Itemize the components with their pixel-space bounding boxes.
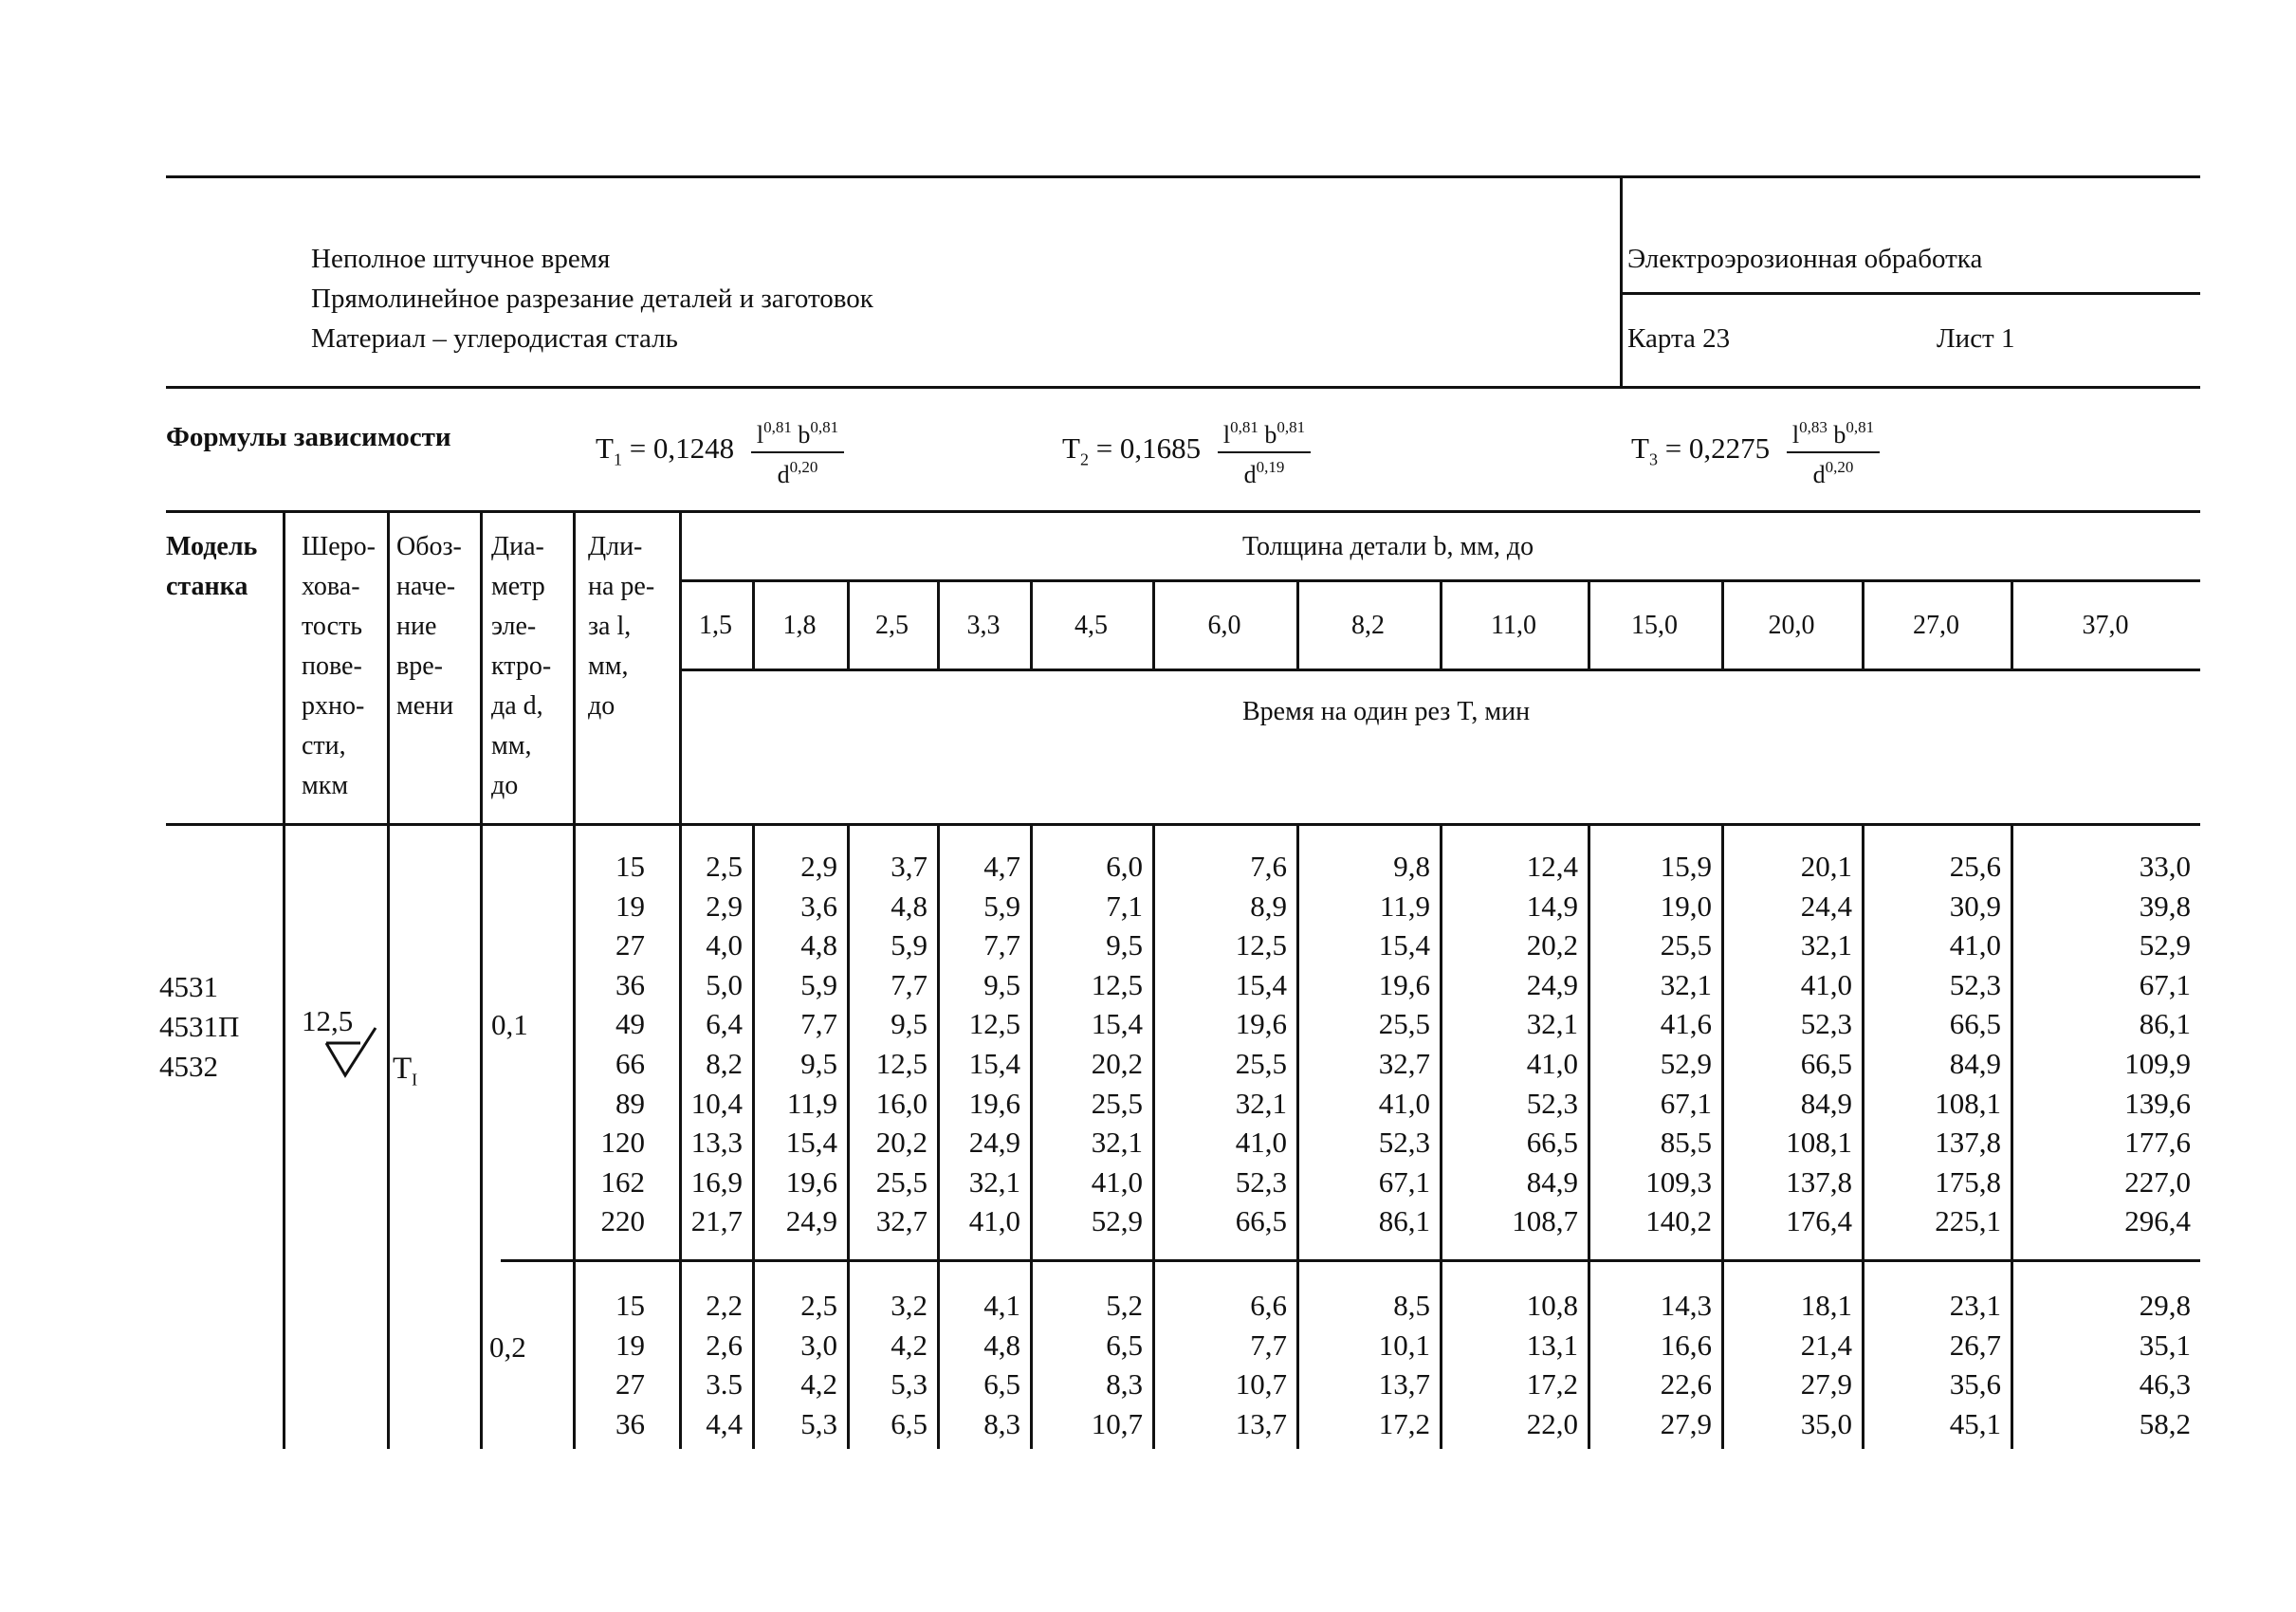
time-value: 3,6 [800, 888, 837, 923]
time-value: 46,3 [2139, 1367, 2191, 1401]
time-value: 52,3 [1378, 1126, 1430, 1160]
time-value: 108,1 [1786, 1126, 1852, 1160]
machine-models: 4531 4531П 4532 [159, 970, 240, 1083]
process-rule [1620, 292, 2200, 295]
formula-t3-l-exp: 0,83 [1799, 418, 1828, 436]
thickness-value: 1,5 [699, 611, 732, 640]
time-value: 10,7 [1091, 1406, 1143, 1440]
time-value: 8,3 [983, 1406, 1020, 1440]
formula-t1-b: b [798, 421, 811, 449]
formula-t3-d-exp: 0,20 [1825, 458, 1854, 476]
cut-length: 19 [615, 1328, 645, 1362]
formula-t2-b-exp: 0,81 [1277, 418, 1306, 436]
time-value: 137,8 [1786, 1164, 1852, 1199]
time-value: 52,3 [1949, 967, 2001, 1001]
formula-t1 [596, 413, 844, 489]
time-value: 12,5 [1091, 967, 1143, 1001]
formula-t1-coef: = 0,1248 [629, 431, 735, 466]
cut-length: 15 [615, 1289, 645, 1322]
time-value: 15,4 [968, 1047, 1020, 1080]
time-value: 10,7 [1235, 1367, 1287, 1401]
thickness-value: 2,5 [875, 611, 909, 640]
time-value: 4,8 [800, 928, 837, 962]
time-designation-sub: I [412, 1070, 418, 1090]
cut-length: 36 [615, 967, 645, 1001]
time-value: 29,8 [2139, 1289, 2191, 1322]
time-value: 7,7 [1250, 1328, 1287, 1362]
time-value: 19,0 [1660, 888, 1712, 923]
header-title-line-2: Прямолинейное разрезание деталей и заготовок [311, 284, 873, 314]
time-value: 35,6 [1949, 1367, 2001, 1401]
time-value: 21,4 [1800, 1328, 1852, 1362]
time-value: 227,0 [2124, 1164, 2191, 1199]
time-value: 4,2 [891, 1328, 928, 1362]
thickness-col-separator [847, 581, 850, 669]
header-title-line-1: Неполное штучное время [311, 244, 611, 274]
time-value: 9,5 [891, 1007, 928, 1041]
formula-t1-sub: 1 [613, 449, 622, 469]
col-sep-desig [480, 510, 483, 1449]
time-value: 8,9 [1250, 888, 1287, 923]
time-designation-letter: T [393, 1052, 413, 1086]
thickness-label: Толщина детали b, мм, до [1242, 532, 1534, 561]
time-value: 9,5 [983, 967, 1020, 1001]
time-value: 8,5 [1393, 1289, 1430, 1322]
thickness-col-separator [937, 581, 940, 669]
time-value: 2,2 [706, 1289, 743, 1322]
formula-t1-lhs: T [596, 431, 614, 466]
time-value: 25,5 [1091, 1086, 1143, 1120]
formula-t1-l-exp: 0,81 [763, 418, 792, 436]
time-value: 17,2 [1526, 1367, 1578, 1401]
formula-t2-b: b [1264, 421, 1277, 449]
time-value: 32,1 [1526, 1007, 1578, 1041]
diameter-group-1: 0,1 [491, 1008, 528, 1041]
roughness-value: 12,5 [302, 1004, 354, 1037]
time-value: 5,9 [891, 928, 928, 962]
sheet-number: Лист 1 [1937, 323, 2015, 354]
time-value: 41,6 [1660, 1007, 1712, 1041]
time-value: 45,1 [1949, 1406, 2001, 1440]
cut-length: 120 [600, 1126, 645, 1160]
thickness-col-separator [1152, 581, 1155, 669]
time-value: 20,2 [1091, 1047, 1143, 1080]
time-value: 27,9 [1660, 1406, 1712, 1440]
time-value: 67,1 [2139, 967, 2191, 1001]
time-value: 15,9 [1660, 850, 1712, 883]
time-value: 140,2 [1645, 1204, 1712, 1238]
time-value: 41,0 [1800, 967, 1852, 1001]
time-value: 52,3 [1526, 1086, 1578, 1120]
time-value: 5,0 [706, 967, 743, 1001]
time-value: 32,1 [1660, 967, 1712, 1001]
time-value: 7,6 [1250, 850, 1287, 883]
time-value: 18,1 [1800, 1289, 1852, 1322]
thickness-values-rule [681, 669, 2200, 671]
time-value: 109,3 [1645, 1164, 1712, 1199]
time-value: 35,1 [2139, 1328, 2191, 1362]
header-model: Модель станка [166, 532, 258, 601]
time-value: 16,0 [875, 1086, 928, 1120]
time-value: 41,0 [1091, 1164, 1143, 1199]
formula-t3-coef: = 0,2275 [1664, 431, 1771, 466]
time-value: 12,5 [1235, 928, 1287, 962]
formula-t2-l-exp: 0,81 [1230, 418, 1258, 436]
formula-t2-d: d [1243, 461, 1257, 488]
cut-length: 89 [615, 1086, 645, 1120]
time-value: 19,6 [1235, 1007, 1287, 1041]
time-value: 3,2 [891, 1289, 928, 1322]
time-value: 86,1 [1378, 1204, 1430, 1238]
time-value: 15,4 [1091, 1007, 1143, 1041]
time-value: 23,1 [1949, 1289, 2001, 1322]
cut-length: 66 [615, 1047, 645, 1080]
time-value: 6,4 [706, 1007, 743, 1041]
time-value: 52,9 [2139, 928, 2191, 962]
time-value: 2,5 [800, 1289, 837, 1322]
time-value: 6,5 [891, 1406, 928, 1440]
table-header-bottom-rule [166, 823, 2200, 826]
time-value: 41,0 [968, 1204, 1020, 1238]
time-value: 7,7 [983, 928, 1020, 962]
time-value: 7,1 [1106, 888, 1143, 923]
formula-t3-b-exp: 0,81 [1846, 418, 1875, 436]
col-sep-diam [573, 510, 576, 1449]
time-value: 4,0 [706, 928, 743, 962]
time-value: 5,2 [1106, 1289, 1143, 1322]
time-value: 4,4 [706, 1406, 743, 1440]
time-value: 176,4 [1786, 1204, 1852, 1238]
time-value: 52,9 [1091, 1204, 1143, 1238]
cut-length: 162 [600, 1164, 645, 1199]
cut-length: 27 [615, 928, 645, 962]
time-value: 7,7 [800, 1007, 837, 1041]
time-value: 6,5 [983, 1367, 1020, 1401]
time-value: 16,9 [690, 1164, 743, 1199]
time-value: 177,6 [2124, 1126, 2191, 1160]
formula-t2 [1062, 413, 1311, 489]
time-value: 84,9 [1800, 1086, 1852, 1120]
header-length: Дли- на ре- за l, мм, до [588, 532, 655, 721]
time-value: 9,8 [1393, 850, 1430, 883]
thickness-col-separator [2011, 581, 2013, 669]
table-top-rule [166, 510, 2200, 513]
time-value: 32,1 [1091, 1126, 1143, 1160]
time-value: 10,4 [690, 1086, 743, 1120]
time-value: 8,3 [1106, 1367, 1143, 1401]
time-value: 4,1 [983, 1289, 1020, 1322]
formula-t3-l: l [1791, 421, 1800, 449]
time-value: 86,1 [2139, 1007, 2191, 1041]
group-separator-rule [501, 1259, 2200, 1262]
header-title-line-3: Материал – углеродистая сталь [311, 323, 678, 354]
time-value: 84,9 [1949, 1047, 2001, 1080]
col-sep-rough [387, 510, 390, 1449]
formula-t3-d: d [1812, 461, 1826, 488]
thickness-value: 37,0 [2082, 611, 2129, 640]
time-value: 19,6 [785, 1164, 837, 1199]
cut-length: 49 [615, 1007, 645, 1041]
header-roughness: Шеро- хова- тость пове- рхно- сти, мкм [302, 532, 376, 800]
time-value: 4,2 [800, 1367, 837, 1401]
header-divider [1620, 175, 1623, 386]
time-value: 30,9 [1949, 888, 2001, 923]
time-value: 32,1 [968, 1164, 1020, 1199]
formula-t2-coef: = 0,1685 [1095, 431, 1202, 466]
time-value: 32,7 [1378, 1047, 1430, 1080]
roughness-symbol-icon [322, 1024, 379, 1083]
time-value: 32,1 [1800, 928, 1852, 962]
time-value: 41,0 [1378, 1086, 1430, 1120]
time-value: 11,9 [1379, 888, 1430, 923]
time-value: 8,2 [706, 1047, 743, 1080]
card-number: Карта 23 [1627, 323, 1731, 354]
time-value: 20,1 [1800, 850, 1852, 883]
time-value: 175,8 [1935, 1164, 2001, 1199]
thickness-value: 11,0 [1491, 611, 1536, 640]
time-value: 5,3 [891, 1367, 928, 1401]
cut-length: 19 [615, 888, 645, 923]
time-value: 4,8 [983, 1328, 1020, 1362]
time-value: 15,4 [1378, 928, 1430, 962]
time-label: Время на один рез T, мин [1242, 697, 1531, 726]
time-value: 11,9 [786, 1086, 837, 1120]
time-value: 9,5 [800, 1047, 837, 1080]
time-value: 41,0 [1526, 1047, 1578, 1080]
time-value: 108,1 [1935, 1086, 2001, 1120]
time-value: 39,8 [2139, 888, 2191, 923]
time-value: 24,9 [1526, 967, 1578, 1001]
formula-t2-l: l [1222, 421, 1231, 449]
formula-t3-sub: 3 [1648, 449, 1658, 469]
time-value: 24,9 [968, 1126, 1020, 1160]
thickness-value: 8,2 [1351, 611, 1385, 640]
time-value: 6,5 [1106, 1328, 1143, 1362]
thickness-col-separator [1588, 581, 1590, 669]
time-value: 6,0 [1106, 850, 1143, 883]
formula-t1-d: d [777, 461, 790, 488]
time-value: 66,5 [1800, 1047, 1852, 1080]
time-value: 13,1 [1526, 1328, 1578, 1362]
time-value: 20,2 [1526, 928, 1578, 962]
time-value: 66,5 [1526, 1126, 1578, 1160]
thickness-value: 4,5 [1075, 611, 1108, 640]
time-value: 10,8 [1526, 1289, 1578, 1322]
thickness-value: 3,3 [966, 611, 1001, 640]
thickness-col-separator [752, 581, 755, 669]
thickness-col-separator [1296, 581, 1299, 669]
time-value: 2,9 [706, 888, 743, 923]
header-diameter: Диа- метр эле- ктро- да d, мм, до [491, 532, 552, 800]
time-value: 7,7 [891, 967, 928, 1001]
thickness-col-separator [1862, 581, 1864, 669]
time-value: 9,5 [1106, 928, 1143, 962]
time-value: 22,6 [1660, 1367, 1712, 1401]
time-value: 2,5 [706, 850, 743, 883]
formula-t1-fraction [751, 413, 844, 489]
time-value: 52,9 [1660, 1047, 1712, 1080]
time-value: 12,5 [875, 1047, 928, 1080]
time-value: 32,7 [875, 1204, 928, 1238]
thickness-col-separator [1721, 581, 1724, 669]
formula-t2-lhs: T [1062, 431, 1080, 466]
time-value: 5,9 [800, 967, 837, 1001]
time-value: 41,0 [1235, 1126, 1287, 1160]
diameter-group-2: 0,2 [489, 1330, 526, 1364]
thickness-value: 20,0 [1768, 611, 1815, 640]
header-bottom-rule [166, 386, 2200, 389]
time-value: 13,3 [690, 1126, 743, 1160]
time-value: 85,5 [1660, 1126, 1712, 1160]
time-value: 296,4 [2124, 1204, 2191, 1238]
thickness-value: 1,8 [782, 611, 817, 640]
time-value: 24,9 [785, 1204, 837, 1238]
time-value: 108,7 [1512, 1204, 1578, 1238]
time-value: 84,9 [1526, 1164, 1578, 1199]
header-top-rule [166, 175, 2200, 178]
time-value: 16,6 [1660, 1328, 1712, 1362]
time-value: 35,0 [1800, 1406, 1852, 1440]
time-value: 21,7 [690, 1204, 743, 1238]
time-value: 225,1 [1935, 1204, 2001, 1238]
thickness-col-separator [1030, 581, 1033, 669]
time-value: 15,4 [1235, 967, 1287, 1001]
process-name: Электроэрозионная обработка [1627, 244, 1983, 274]
time-value: 52,3 [1235, 1164, 1287, 1199]
time-value: 6,6 [1250, 1289, 1287, 1322]
time-value: 3,0 [800, 1328, 837, 1362]
time-value: 14,3 [1660, 1289, 1712, 1322]
cut-length: 27 [615, 1367, 645, 1401]
time-value: 22,0 [1526, 1406, 1578, 1440]
formula-t3 [1631, 413, 1880, 489]
time-value: 3.5 [706, 1367, 743, 1401]
time-value: 4,7 [983, 850, 1020, 883]
formula-t1-d-exp: 0,20 [789, 458, 818, 476]
time-value: 5,3 [800, 1406, 837, 1440]
time-value: 58,2 [2139, 1406, 2191, 1440]
time-value: 19,6 [968, 1086, 1020, 1120]
time-value: 14,9 [1526, 888, 1578, 923]
cut-length: 220 [600, 1204, 645, 1238]
formula-t3-b: b [1833, 421, 1846, 449]
time-value: 66,5 [1949, 1007, 2001, 1041]
time-value: 25,5 [1660, 928, 1712, 962]
formula-t1-b-exp: 0,81 [810, 418, 839, 436]
time-value: 25,5 [1235, 1047, 1287, 1080]
time-value: 10,1 [1378, 1328, 1430, 1362]
time-value: 24,4 [1800, 888, 1852, 923]
time-value: 32,1 [1235, 1086, 1287, 1120]
thickness-value: 27,0 [1913, 611, 1959, 640]
time-value: 25,5 [1378, 1007, 1430, 1041]
time-value: 2,6 [706, 1328, 743, 1362]
time-value: 67,1 [1660, 1086, 1712, 1120]
time-value: 52,3 [1800, 1007, 1852, 1041]
time-value: 2,9 [800, 850, 837, 883]
time-designation [393, 1053, 417, 1096]
cut-length: 36 [615, 1406, 645, 1440]
time-value: 66,5 [1235, 1204, 1287, 1238]
formula-t2-sub: 2 [1079, 449, 1089, 469]
time-value: 26,7 [1949, 1328, 2001, 1362]
formula-t2-fraction [1218, 413, 1311, 489]
time-value: 12,5 [968, 1007, 1020, 1041]
time-value: 4,8 [891, 888, 928, 923]
time-value: 25,6 [1949, 850, 2001, 883]
formulas-label: Формулы зависимости [166, 422, 451, 452]
time-value: 27,9 [1800, 1367, 1852, 1401]
formula-t1-l: l [756, 421, 764, 449]
thickness-value: 15,0 [1631, 611, 1678, 640]
time-value: 3,7 [891, 850, 928, 883]
time-value: 137,8 [1935, 1126, 2001, 1160]
formula-t2-d-exp: 0,19 [1256, 458, 1285, 476]
header-designation: Обоз- наче- ние вре- мени [396, 532, 462, 721]
time-value: 19,6 [1378, 967, 1430, 1001]
time-value: 13,7 [1378, 1367, 1430, 1401]
time-value: 25,5 [875, 1164, 928, 1199]
col-sep-model [283, 510, 285, 1449]
thickness-col-separator [1440, 581, 1442, 669]
time-value: 67,1 [1378, 1164, 1430, 1199]
time-value: 12,4 [1526, 850, 1578, 883]
time-value: 139,6 [2124, 1086, 2191, 1120]
time-value: 41,0 [1949, 928, 2001, 962]
formula-t3-fraction [1787, 413, 1880, 489]
time-value: 109,9 [2124, 1047, 2191, 1080]
time-value: 33,0 [2139, 850, 2191, 883]
thickness-value: 6,0 [1207, 611, 1241, 640]
time-value: 17,2 [1378, 1406, 1430, 1440]
time-value: 20,2 [875, 1126, 928, 1160]
time-value: 13,7 [1235, 1406, 1287, 1440]
cut-length: 15 [615, 850, 645, 883]
time-value: 5,9 [983, 888, 1020, 923]
formula-t3-lhs: T [1631, 431, 1649, 466]
time-value: 15,4 [785, 1126, 837, 1160]
